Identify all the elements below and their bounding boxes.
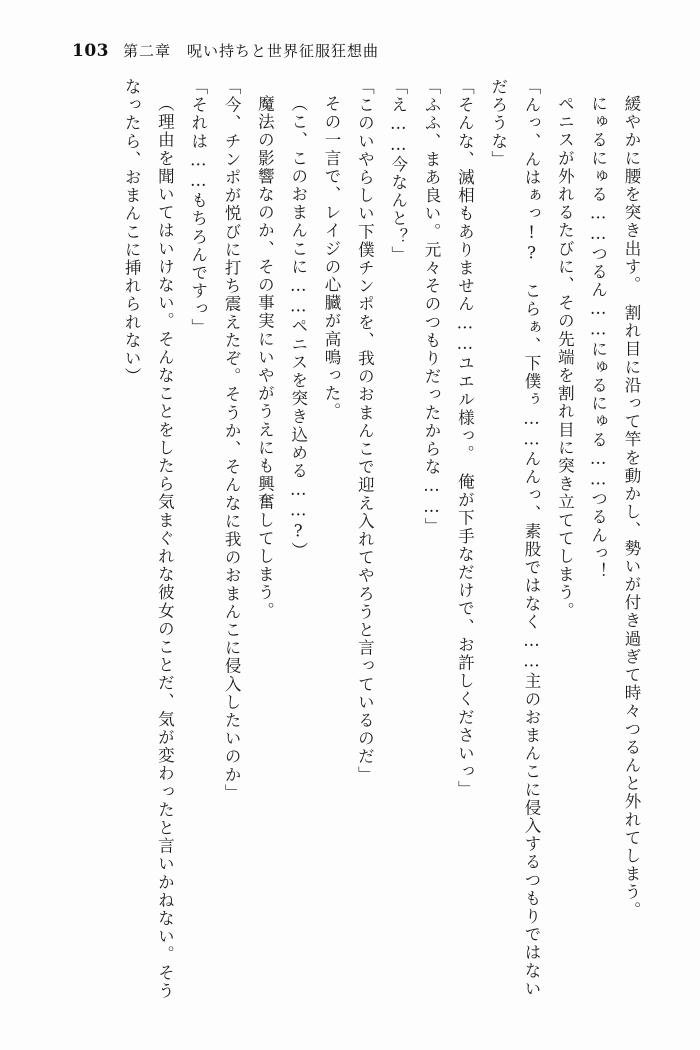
- vertical-text-block: [58, 78, 648, 1013]
- paragraph: 「それは……もちろんですっ」: [188, 78, 208, 337]
- paragraph: 「んっ、んはぁっ!? こらぁ、下僕ぅ……んんっ、素股ではなく……主のおまんこに侵入するつもりではないだろうな」: [488, 78, 542, 998]
- paragraph: にゅるにゅる……つるん……にゅるにゅる……つるんっ！: [588, 94, 608, 581]
- paragraph: 「今、チンポが悦びに打ち震えたぞ。そうか、そんなに我のおまんこに侵入したいのか」: [222, 78, 242, 802]
- paragraph: 「ふふ、まあ良い。元々そのつもりだったからな……」: [422, 78, 442, 536]
- paragraph: 「そんな、滅相もありません……ユエル様っ。 俺が下手なだけで、お許しくださいっ」: [455, 78, 475, 799]
- paragraph: （理由を聞いてはいけない。そんなことをしたら気まぐれな彼女のことだ、気が変わったと言いかねない。そうなったら、おまんこに挿れられない）: [122, 78, 175, 1000]
- paragraph: 「え……今なんと？」: [388, 78, 408, 264]
- paragraph: その一言で、レイジの心臓が高鳴った。: [322, 94, 342, 421]
- paragraph: 緩やかに腰を突き出す。 割れ目に沿って竿を動かし、勢いが付き過ぎて時々つるんと外れてしまう。: [622, 94, 641, 919]
- paragraph: 魔法の影響なのか、その事実にいやがうえにも興奮してしまう。: [255, 94, 275, 620]
- chapter-title: 第二章 呪い持ちと世界征服狂想曲: [123, 42, 380, 60]
- paragraph: （こ、このおまんこに……ペニスを突き込める……?）: [288, 94, 308, 560]
- running-head: [72, 40, 640, 61]
- paragraph: 「このいやらしい下僕チンポを、我のおまんこで迎え入れてやろうと言っているのだ」: [355, 78, 375, 784]
- page-number: 103: [72, 41, 109, 61]
- page-body: [58, 78, 648, 1020]
- paragraph: ペニスが外れるたびに、その先端を割れ目に突き立ててしまう。: [555, 94, 575, 620]
